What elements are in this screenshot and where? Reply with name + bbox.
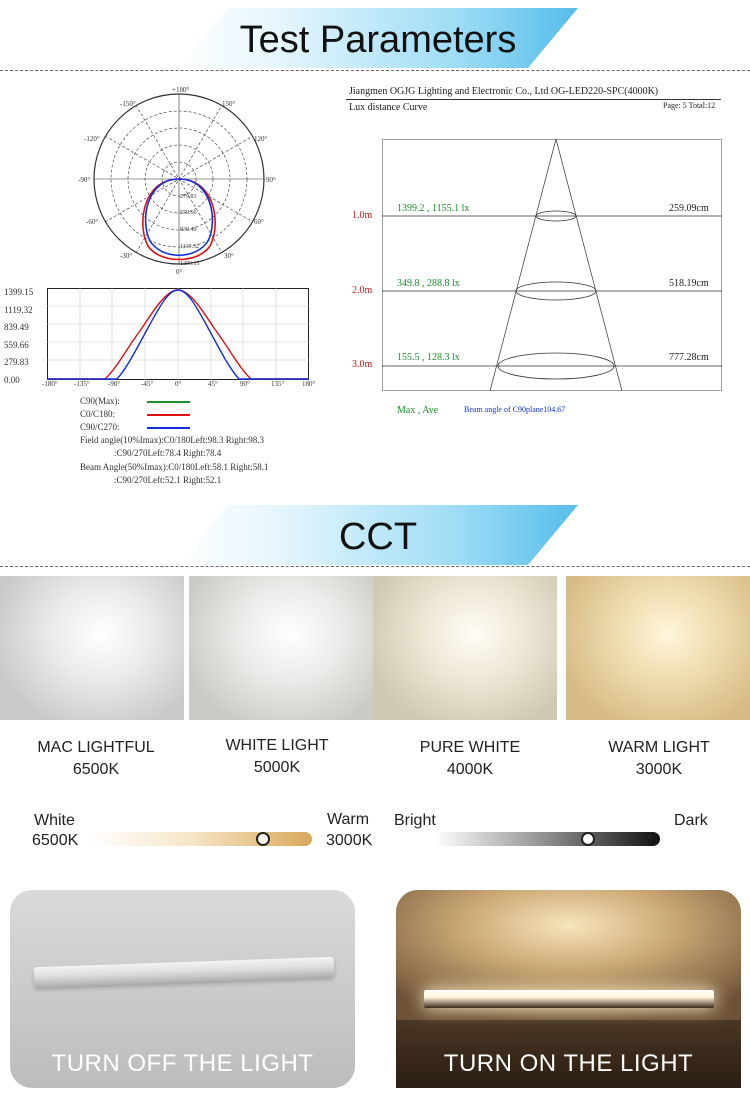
x-tick: 45° (208, 380, 218, 388)
beam-angle-line: Beam Angle(50%Imax):C0/180Left:58.1 Right:58.1 (80, 462, 269, 472)
x-tick: -45° (141, 380, 154, 388)
cct-temp: 5000K (253, 759, 301, 776)
legend-swatch-red (147, 414, 190, 416)
x-tick: -180° (42, 380, 58, 388)
cct-slider-left-name: White (34, 812, 75, 829)
divider (0, 566, 750, 567)
company-underline (346, 99, 721, 100)
angle-label: -150° (120, 100, 136, 108)
cct-photo-3000k (566, 576, 750, 720)
legend-swatch-green (147, 401, 190, 403)
legend-swatch-blue (147, 427, 190, 429)
cct-name: MAC LIGHTFUL (37, 739, 155, 756)
ring-label: 839.49 (180, 227, 197, 233)
x-tick: 90° (240, 380, 250, 388)
brightness-slider-knob[interactable] (581, 832, 595, 846)
brightness-slider-track[interactable] (434, 832, 660, 846)
y-tick: 839.49 (4, 322, 29, 332)
wall-floor-line (10, 954, 355, 955)
cct-temp: 6500K (72, 761, 120, 778)
legend-label: C0/C180: (80, 409, 116, 419)
beam-angle-line: :C90/270Left:52.1 Right:52.1 (114, 475, 222, 485)
angle-label: 120° (254, 135, 268, 143)
angle-label: -30° (120, 252, 133, 260)
cct-name: PURE WHITE (419, 739, 521, 756)
x-tick: 0° (175, 380, 182, 388)
divider (0, 70, 750, 71)
distance-label: 2.0m (352, 285, 373, 296)
ring-label: 559.66 (180, 210, 197, 216)
brightness-slider-left: Bright (394, 812, 436, 829)
cct-slider-right-temp: 3000K (326, 832, 373, 849)
lux-value: 1399.2 , 1155.1 lx (397, 203, 470, 214)
cct-temp: 4000K (446, 761, 494, 778)
cct-slider-track[interactable] (90, 832, 312, 846)
angle-label: 90° (266, 176, 276, 184)
ring-label: 1119.32 (180, 244, 200, 250)
legend-label: C90(Max): (80, 396, 120, 406)
cct-name: WARM LIGHT (608, 739, 710, 756)
angle-label: -120° (84, 135, 100, 143)
photo-caption: TURN ON THE LIGHT (443, 1050, 694, 1077)
y-tick: 1399.15 (4, 287, 34, 297)
legend-label: C90/C270: (80, 422, 120, 432)
section-title: CCT (338, 516, 418, 558)
photo-light-off (10, 890, 355, 1088)
diameter-value: 259.09cm (669, 203, 709, 214)
cct-label (187, 735, 367, 779)
lux-value: 349.8 , 288.8 lx (397, 278, 460, 289)
intensity-chart (47, 288, 309, 380)
lux-legend: Max , Ave (397, 405, 439, 416)
banner-cct (0, 497, 750, 567)
section-title: Test Parameters (239, 19, 517, 61)
cct-name: WHITE LIGHT (225, 737, 329, 754)
brightness-slider-right: Dark (674, 812, 708, 829)
fixture-off (34, 957, 335, 987)
y-tick: 1119.32 (4, 305, 33, 315)
x-tick: -90° (108, 380, 121, 388)
x-tick: 180° (302, 380, 316, 388)
polar-diagram (78, 86, 277, 276)
field-angle-line: :C90/270Left:78.4 Right:78.4 (114, 448, 222, 458)
cct-photo-5000k (189, 576, 373, 720)
photo-caption: TURN OFF THE LIGHT (51, 1050, 314, 1077)
angle-label: +180° (172, 86, 190, 94)
angle-label: 150° (222, 100, 236, 108)
diameter-value: 518.19cm (669, 278, 709, 289)
angle-label: 30° (224, 252, 234, 260)
page-info: Page: 5 Total:12 (663, 101, 716, 110)
photo-light-on (396, 890, 741, 1088)
company-line: Jiangmen OGJG Lighting and Electronic Co., Ltd OG-LED220-SPC(4000K) (349, 86, 659, 97)
cct-photo-6500k (0, 576, 184, 720)
x-tick: -135° (74, 380, 90, 388)
y-tick: 279.83 (4, 357, 29, 367)
cct-label (6, 737, 186, 781)
cct-label (569, 737, 749, 781)
y-tick: 0.00 (4, 375, 20, 385)
banner-test-parameters (0, 0, 750, 70)
lux-subtitle: Lux distance Curve (349, 102, 428, 113)
angle-label: -90° (78, 176, 91, 184)
cct-slider-knob[interactable] (256, 832, 270, 846)
ring-label: 279.83 (180, 194, 197, 200)
x-tick: 135° (271, 380, 285, 388)
fixture-on (424, 990, 714, 1008)
angle-label: 60° (254, 218, 264, 226)
angle-label: -60° (86, 218, 99, 226)
cct-slider-left-temp: 6500K (32, 832, 79, 849)
cct-temp: 3000K (635, 761, 683, 778)
angle-label: 0° (176, 268, 183, 276)
distance-label: 1.0m (352, 210, 373, 221)
ring-label: 1399.15 (180, 261, 200, 267)
field-angle-line: Field angle(10%Imax):C0/180Left:98.3 Right:98.3 (80, 435, 264, 445)
diameter-value: 777.28cm (669, 352, 709, 363)
y-tick: 559.66 (4, 340, 29, 350)
distance-label: 3.0m (352, 359, 373, 370)
cct-photo-4000k (373, 576, 557, 720)
cct-slider-right-name: Warm (327, 811, 370, 828)
cct-label (380, 737, 560, 781)
beam-note: Beam angle of C90plane104.67 (464, 405, 566, 414)
lux-value: 155.5 , 128.3 lx (397, 352, 460, 363)
